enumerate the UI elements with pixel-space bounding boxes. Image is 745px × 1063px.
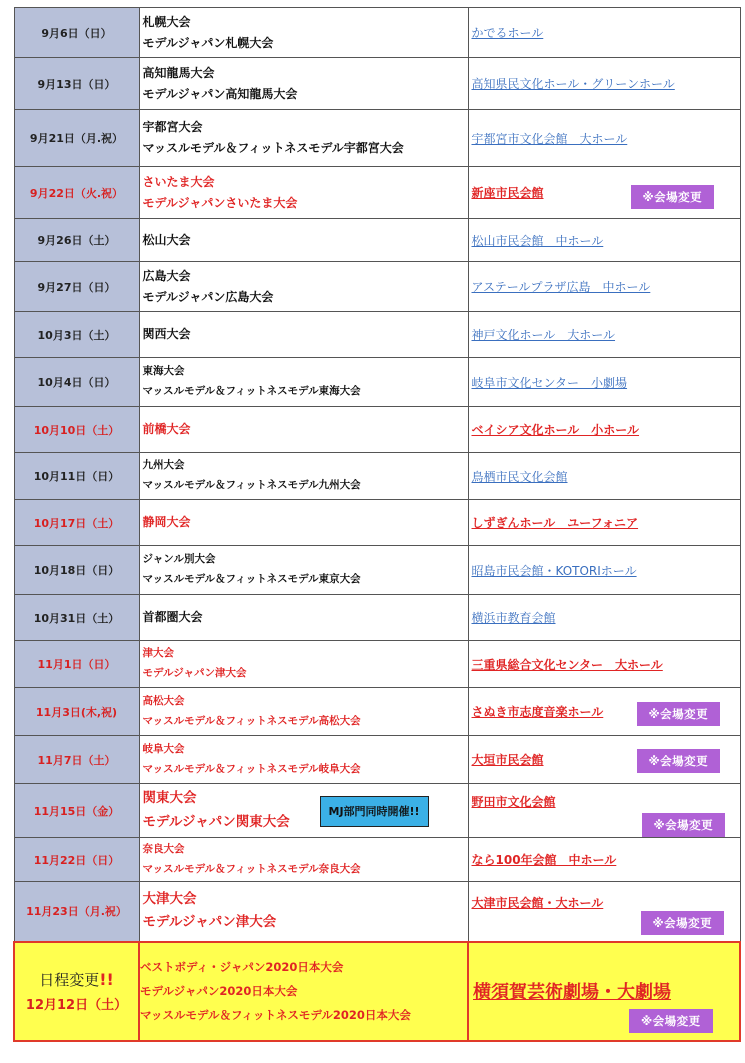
event-names (139, 219, 468, 262)
event-date: 9月26日（土） (14, 219, 139, 262)
venue-link[interactable]: かでるホール (471, 26, 544, 40)
venue-link[interactable]: 松山市民会館 中ホール (471, 233, 604, 248)
venue-cell (468, 838, 740, 882)
venue-cell (468, 595, 740, 641)
event-name: 東海大会 (142, 365, 185, 378)
venue-cell (468, 736, 740, 784)
venue-change-badge: ※会場変更 (629, 1009, 713, 1033)
event-date: 11月15日（金） (14, 784, 139, 838)
event-names (139, 688, 468, 736)
venue-link[interactable]: なら100年会館 中ホール (471, 853, 617, 867)
event-name: モデルジャパン札幌大会 (142, 35, 274, 50)
venue-link[interactable]: さぬき市志度音楽ホール (471, 705, 604, 719)
event-date: 11月23日（月.祝） (14, 882, 139, 942)
venue-cell (468, 219, 740, 262)
event-names (139, 595, 468, 641)
venue-link[interactable]: 野田市文化会館 (471, 795, 556, 809)
event-date: 9月13日（日） (14, 58, 139, 110)
event-name: さいたま大会 (142, 174, 215, 189)
event-name: モデルジャパン関東大会 (142, 813, 290, 830)
event-date: 10月11日（日） (14, 453, 139, 500)
final-date-cell (14, 942, 139, 1041)
venue-link[interactable]: 鳥栖市民文化会館 (471, 469, 568, 484)
final-date: 12月12日（土） (25, 998, 128, 1013)
table-row (14, 8, 740, 58)
table-row (14, 312, 740, 358)
venue-cell (468, 882, 740, 942)
event-name: 札幌大会 (142, 14, 191, 29)
table-row (14, 688, 740, 736)
event-name: ジャンル別大会 (142, 553, 216, 566)
venue-link[interactable]: 高知県民文化ホール・グリーンホール (471, 77, 675, 91)
venue-cell (468, 262, 740, 312)
schedule-change-label: 日程変更 (39, 971, 100, 989)
venue-link[interactable]: 神戸文化ホール 大ホール (471, 328, 616, 342)
event-name: マッスルモデル＆フィットネスモデル2020日本大会 (140, 1008, 411, 1023)
venue-cell (468, 8, 740, 58)
venue-cell (468, 453, 740, 500)
venue-cell (468, 546, 740, 595)
venue-cell (468, 688, 740, 736)
event-date: 9月27日（日） (14, 262, 139, 312)
event-name: モデルジャパン広島大会 (142, 289, 274, 304)
venue-link[interactable]: アステールプラザ広島 中ホール (471, 280, 651, 294)
event-date: 9月21日（月.祝） (14, 110, 139, 167)
venue-change-badge: ※会場変更 (637, 749, 721, 773)
event-names (139, 546, 468, 595)
event-names (139, 453, 468, 500)
event-date: 10月3日（土） (14, 312, 139, 358)
venue-link[interactable]: 新座市民会館 (471, 186, 544, 200)
venue-link[interactable]: 岐阜市文化センター 小劇場 (471, 375, 628, 390)
event-name: モデルジャパン2020日本大会 (140, 983, 298, 998)
event-name: マッスルモデル＆フィットネスモデル奈良大会 (142, 862, 361, 875)
venue-change-badge: ※会場変更 (631, 185, 715, 209)
table-row (14, 110, 740, 167)
final-event-row (14, 942, 740, 1041)
final-venue-cell (468, 942, 740, 1041)
venue-cell (468, 58, 740, 110)
event-name: マッスルモデル＆フィットネスモデル九州大会 (142, 479, 361, 491)
event-date: 11月22日（日） (14, 838, 139, 882)
final-event-names (139, 942, 468, 1041)
venue-cell (468, 407, 740, 453)
venue-cell (468, 500, 740, 546)
venue-link[interactable]: 大垣市民会館 (471, 753, 544, 767)
event-name: 広島大会 (142, 268, 191, 283)
venue-link[interactable]: ベイシア文化ホール 小ホール (471, 423, 640, 437)
event-date: 10月10日（土） (14, 407, 139, 453)
venue-cell (468, 110, 740, 167)
event-names (139, 500, 468, 546)
event-date: 10月4日（日） (14, 358, 139, 407)
event-names (139, 8, 468, 58)
table-row (14, 736, 740, 784)
venue-change-badge: ※会場変更 (637, 702, 721, 726)
event-date: 11月1日（日） (14, 641, 139, 688)
event-name: 岐阜大会 (142, 742, 185, 755)
table-row (14, 641, 740, 688)
table-row (14, 262, 740, 312)
event-name: 大津大会 (142, 890, 197, 907)
venue-link[interactable]: 横浜市教育会館 (471, 611, 556, 625)
event-names (139, 110, 468, 167)
table-row (14, 453, 740, 500)
venue-link[interactable]: 三重県総合文化センター 大ホール (471, 657, 663, 672)
exclamation-icon: !! (99, 970, 114, 989)
table-row (14, 838, 740, 882)
event-name: 高知龍馬大会 (142, 65, 215, 80)
event-name: マッスルモデル＆フィットネスモデル宇都宮大会 (142, 141, 404, 155)
venue-cell (468, 784, 740, 838)
venue-cell (468, 358, 740, 407)
table-row (14, 219, 740, 262)
venue-link[interactable]: 大津市民会館・大ホール (471, 895, 604, 910)
event-names (139, 407, 468, 453)
venue-link[interactable]: 昭島市民会館・KOTORIホール (471, 563, 637, 578)
event-date: 10月31日（土） (14, 595, 139, 641)
event-name: ベストボディ・ジャパン2020日本大会 (140, 959, 344, 974)
event-names (139, 312, 468, 358)
event-name: モデルジャパン津大会 (142, 914, 277, 931)
event-name: 静岡大会 (142, 515, 191, 529)
venue-cell (468, 641, 740, 688)
event-date: 10月18日（日） (14, 546, 139, 595)
event-name: モデルジャパンさいたま大会 (142, 195, 298, 210)
event-name: 九州大会 (142, 459, 185, 472)
event-name: 前橋大会 (142, 422, 191, 436)
event-names (139, 262, 468, 312)
venue-link[interactable]: 宇都宮市文化会館 大ホール (471, 131, 628, 146)
table-row (14, 358, 740, 407)
event-names (139, 784, 468, 838)
event-name: 宇都宮大会 (142, 120, 203, 134)
event-name: 奈良大会 (142, 842, 185, 855)
table-row (14, 58, 740, 110)
table-row (14, 546, 740, 595)
table-row (14, 167, 740, 219)
table-row (14, 882, 740, 942)
event-name: 松山大会 (142, 232, 191, 247)
event-name: モデルジャパン高知龍馬大会 (142, 86, 298, 101)
venue-change-badge: ※会場変更 (642, 813, 726, 837)
schedule-table (13, 7, 741, 1042)
event-date: 9月6日（日） (14, 8, 139, 58)
event-names (139, 167, 468, 219)
event-name: マッスルモデル＆フィットネスモデル東海大会 (142, 385, 361, 397)
event-names (139, 641, 468, 688)
mj-simultaneous-note: MJ部門同時開催!! (320, 796, 429, 827)
event-date: 11月3日(木,祝) (14, 688, 139, 736)
event-name: モデルジャパン津大会 (142, 667, 247, 679)
venue-cell (468, 167, 740, 219)
event-date: 11月7日（土） (14, 736, 139, 784)
event-name: 高松大会 (142, 694, 185, 707)
event-names (139, 358, 468, 407)
event-name: 関東大会 (142, 789, 197, 806)
final-venue-link[interactable]: 横須賀芸術劇場・大劇場 (473, 982, 671, 1003)
table-row (14, 595, 740, 641)
event-name: マッスルモデル＆フィットネスモデル高松大会 (142, 714, 361, 727)
event-date: 10月17日（土） (14, 500, 139, 546)
event-names (139, 882, 468, 942)
event-name: マッスルモデル＆フィットネスモデル岐阜大会 (142, 762, 361, 775)
event-names (139, 58, 468, 110)
event-name: 津大会 (142, 647, 174, 660)
event-names (139, 838, 468, 882)
table-row (14, 500, 740, 546)
venue-change-badge: ※会場変更 (641, 911, 725, 935)
event-date: 9月22日（火.祝） (14, 167, 139, 219)
event-name: 首都圏大会 (142, 610, 203, 624)
table-row (14, 784, 740, 838)
table-row (14, 407, 740, 453)
venue-cell (468, 312, 740, 358)
event-names (139, 736, 468, 784)
event-name: 関西大会 (142, 327, 191, 341)
event-name: マッスルモデル＆フィットネスモデル東京大会 (142, 573, 361, 585)
venue-link[interactable]: しずぎんホール ユーフォニア (471, 516, 639, 530)
